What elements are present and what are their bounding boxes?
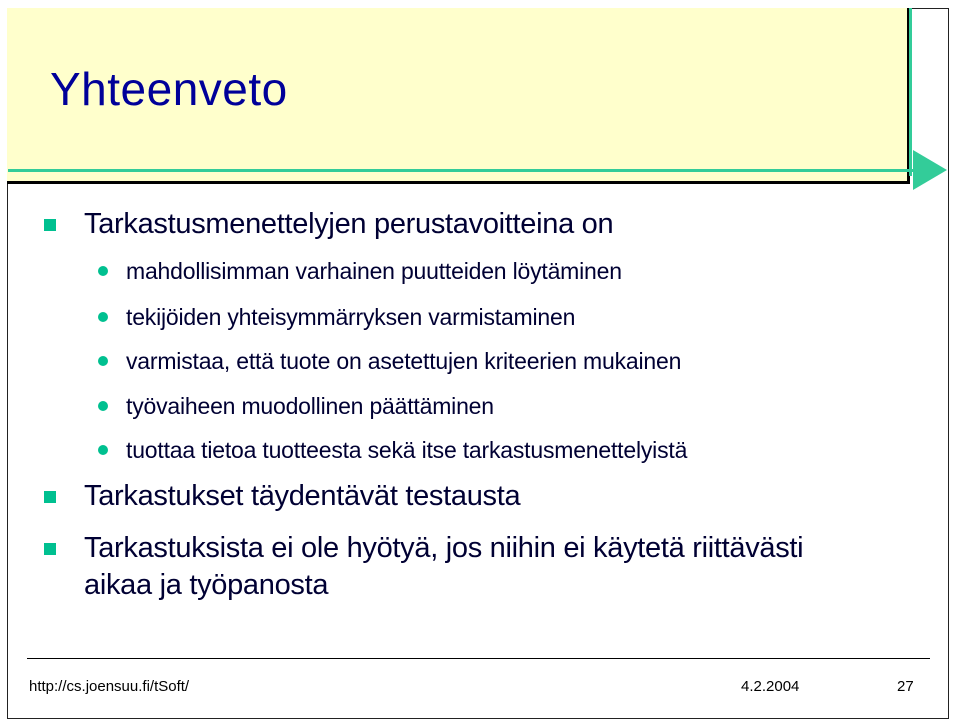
round-bullet-icon	[98, 356, 108, 366]
bullet-item	[44, 206, 904, 243]
sub-bullet-item	[98, 392, 494, 420]
sub-bullet-text: tuottaa tietoa tuotteesta sekä itse tarkastusmenettelyistä	[126, 437, 688, 463]
footer-date: 4.2.2004	[741, 678, 800, 695]
footer-url: http://cs.joensuu.fi/tSoft/	[29, 678, 190, 695]
round-bullet-icon	[98, 312, 108, 322]
square-bullet-icon	[44, 491, 56, 503]
bullet-text: Tarkastusmenettelyjen perustavoitteina on	[84, 208, 614, 240]
sub-bullet-item	[98, 347, 681, 375]
sub-bullet-item	[98, 257, 622, 285]
sub-bullet-text: mahdollisimman varhainen puutteiden löytäminen	[126, 258, 622, 284]
square-bullet-icon	[44, 219, 56, 231]
bullet-item	[44, 478, 904, 515]
round-bullet-icon	[98, 266, 108, 276]
slide-title: Yhteenveto	[50, 63, 288, 115]
bullet-text: Tarkastukset täydentävät testausta	[84, 480, 521, 512]
footer-page-number: 27	[897, 678, 914, 695]
footer-divider	[27, 658, 930, 659]
sub-bullet-item	[98, 436, 687, 464]
sub-bullet-text: varmistaa, että tuote on asetettujen kriteerien mukainen	[126, 348, 682, 374]
round-bullet-icon	[98, 445, 108, 455]
sub-bullet-text: tekijöiden yhteisymmärryksen varmistaminen	[126, 304, 576, 330]
bullet-text: Tarkastuksista ei ole hyötyä, jos niihin ei käytetä riittävästi aikaa ja työpanosta	[84, 532, 804, 601]
sub-bullet-text: työvaiheen muodollinen päättäminen	[126, 393, 494, 419]
bullet-item	[44, 530, 874, 604]
square-bullet-icon	[44, 543, 56, 555]
sub-bullet-item	[98, 303, 575, 331]
round-bullet-icon	[98, 401, 108, 411]
